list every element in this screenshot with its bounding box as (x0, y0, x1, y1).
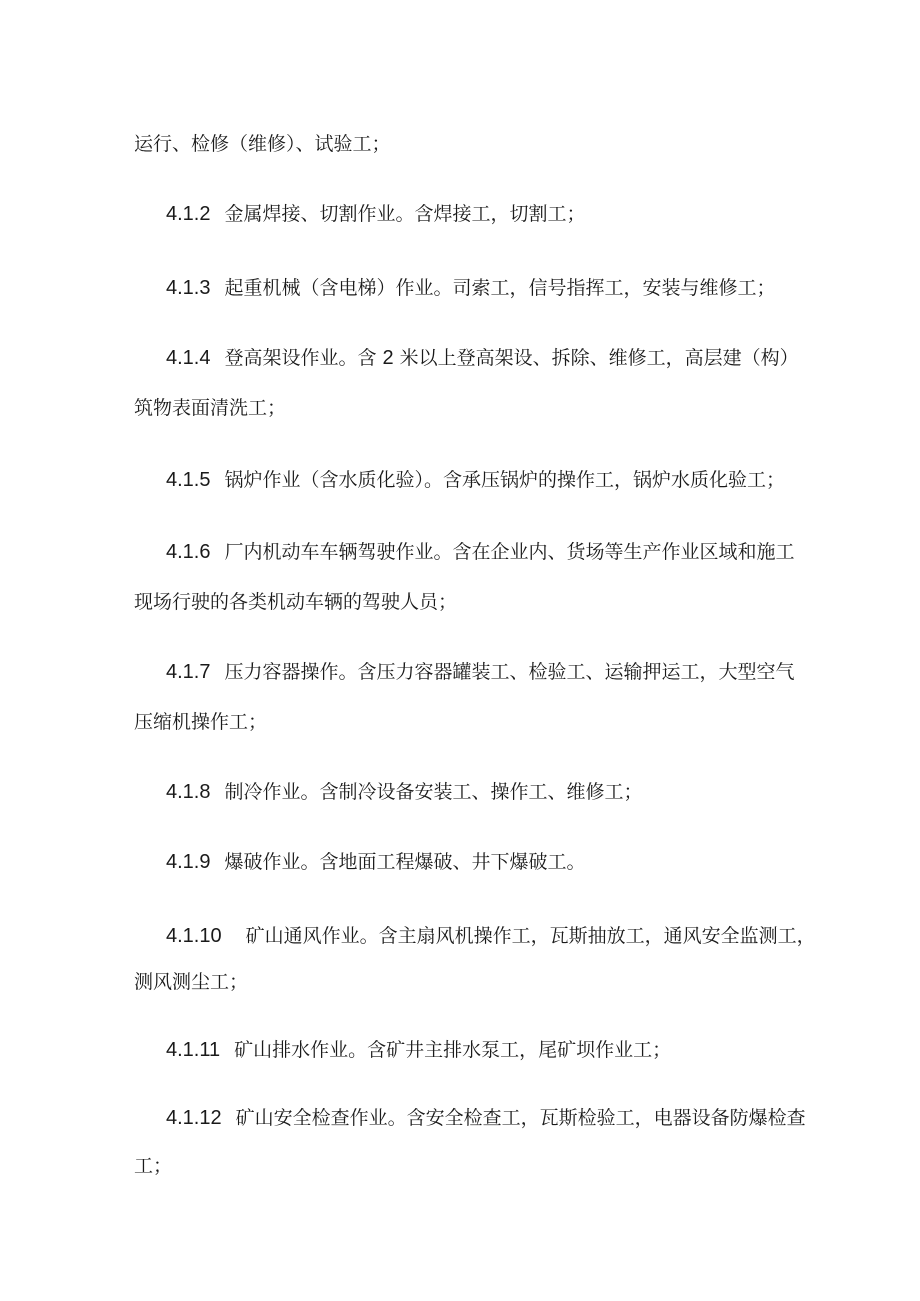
clause-number: 4.1.11 (166, 1039, 221, 1061)
clause-4-1-2 (166, 200, 586, 228)
clause-4-1-11 (166, 1036, 671, 1064)
clause-4-1-9 (166, 848, 586, 876)
clause-number: 4.1.8 (166, 781, 211, 803)
text: 运行、检修（维修）、试验工； (134, 133, 391, 155)
text: 压缩机操作工； (134, 711, 268, 733)
clause-text: 压力容器操作。含压力容器罐装工、检验工、运输押运工，大型空气 (224, 661, 795, 683)
paragraph-line (134, 588, 457, 616)
text: 现场行驶的各类机动车辆的驾驶人员； (134, 591, 458, 613)
clause-4-1-3 (166, 274, 776, 302)
paragraph-line (134, 1152, 172, 1180)
text: 工； (134, 1155, 173, 1177)
clause-text: 锅炉作业（含水质化验）。含承压锅炉的操作工，锅炉水质化验工； (224, 469, 785, 491)
clause-number: 4.1.3 (166, 277, 211, 299)
paragraph-line (134, 968, 248, 996)
clause-number: 4.1.7 (166, 661, 211, 683)
paragraph-line (134, 130, 391, 158)
clause-text: 矿山安全检查作业。含安全检查工，瓦斯检验工，电器设备防爆检查 (235, 1107, 806, 1129)
clause-text: 爆破作业。含地面工程爆破、井下爆破工。 (224, 851, 586, 873)
text: 测风测尘工； (134, 971, 249, 993)
clause-number: 4.1.5 (166, 469, 211, 491)
clause-text: 米以上登高架设、拆除、维修工，高层建（构） (399, 347, 799, 369)
paragraph-line (134, 394, 286, 422)
clause-number: 4.1.10 (166, 925, 222, 947)
clause-text: 矿山排水作业。含矿井主排水泵工，尾矿坝作业工； (234, 1039, 672, 1061)
clause-text: 金属焊接、切割作业。含焊接工，切割工； (224, 203, 586, 225)
clause-number: 4.1.12 (166, 1107, 222, 1129)
clause-number: 4.1.9 (166, 851, 211, 873)
clause-4-1-10 (166, 922, 816, 950)
clause-4-1-7 (166, 658, 795, 686)
clause-4-1-12 (166, 1104, 806, 1132)
clause-number: 4.1.2 (166, 203, 211, 225)
clause-text: 矿山通风作业。含主扇风机操作工，瓦斯抽放工，通风安全监测工， (245, 925, 816, 947)
clause-number: 4.1.4 (166, 347, 211, 369)
clause-text: 登高架设作业。含 (224, 347, 377, 369)
clause-text: 制冷作业。含制冷设备安装工、操作工、维修工； (224, 781, 643, 803)
clause-text: 起重机械（含电梯）作业。司索工，信号指挥工，安装与维修工； (224, 277, 776, 299)
clause-number: 4.1.6 (166, 541, 211, 563)
paragraph-line (134, 708, 267, 736)
text: 筑物表面清洗工； (134, 397, 287, 419)
inline-number: 2 (382, 347, 394, 369)
clause-text: 厂内机动车车辆驾驶作业。含在企业内、货场等生产作业区域和施工 (224, 541, 795, 563)
clause-4-1-5 (166, 466, 785, 494)
clause-4-1-4 (166, 344, 799, 372)
clause-4-1-6 (166, 538, 795, 566)
clause-4-1-8 (166, 778, 643, 806)
